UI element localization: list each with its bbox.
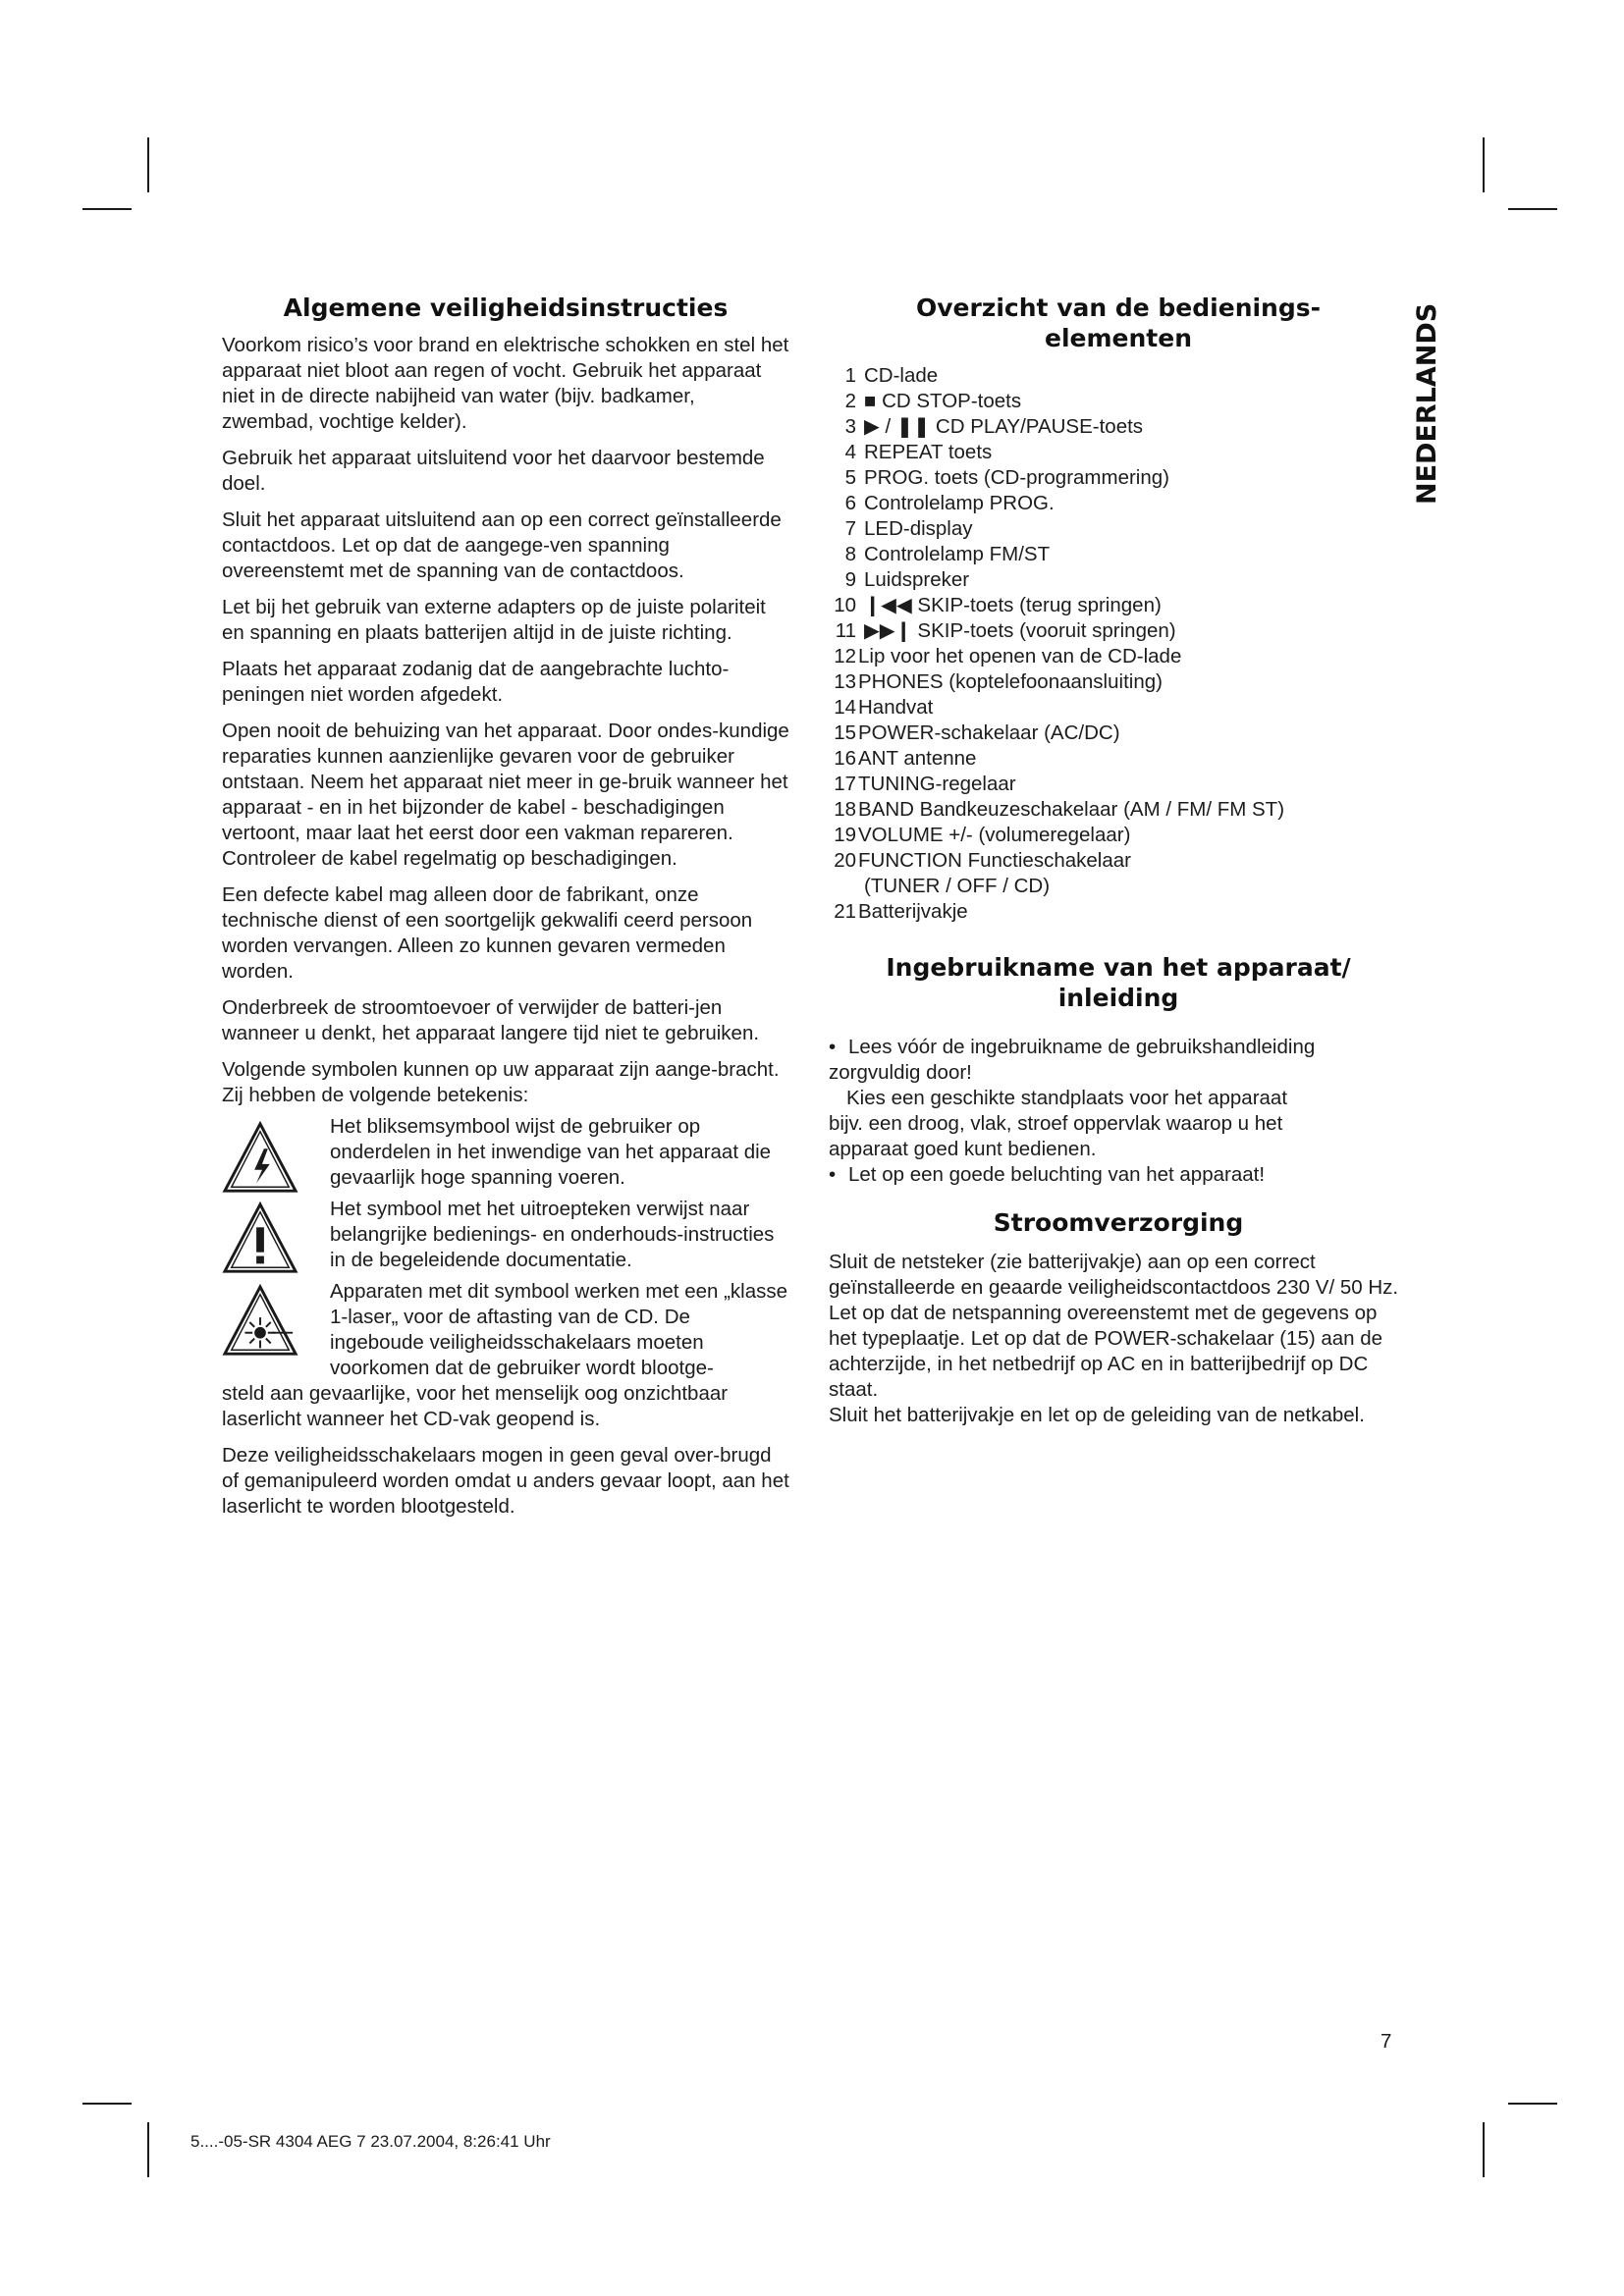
power-heading: Stroomverzorging bbox=[993, 1208, 1244, 1237]
safety-paragraph: Voorkom risico’s voor brand en elektrische schokken en stel het apparaat niet bloot aan regen of vocht. Gebruik het apparaat niet in de directe nabijheid van water (bijv. badkamer, zwembad, vochtige kelder). bbox=[222, 334, 789, 433]
startup-bullet-2: Kies een geschikte standplaats voor het apparaat bbox=[846, 1087, 1288, 1109]
list-item: 3 ▶ / ❚❚ CD PLAY/PAUSE-toets bbox=[844, 415, 1144, 438]
list-item: 20FUNCTION Functieschakelaar bbox=[834, 849, 1131, 872]
symbol-laser-text: Apparaten met dit symbool werken met een „klasse 1-laser„ voor de aftasting van de CD. De ingeboude veiligheidsschakelaars moeten voorkomen dat de gebruiker wordt blootge- bbox=[330, 1280, 788, 1379]
list-item: 12Lip voor het openen van de CD-lade bbox=[834, 645, 1182, 667]
language-sidebar bbox=[1404, 294, 1443, 510]
list-item: 6 Controlelamp PROG. bbox=[844, 492, 1055, 514]
laser-warning-icon bbox=[222, 1283, 298, 1360]
symbol-exclamation bbox=[222, 1197, 789, 1273]
list-item: 9 Luidspreker bbox=[844, 568, 970, 591]
crop-mark-top-left-horizontal bbox=[82, 208, 132, 210]
list-item: 18BAND Bandkeuzeschakelaar (AM / FM/ FM ST) bbox=[834, 798, 1285, 821]
safety-paragraph: Let bij het gebruik van externe adapters op de juiste polariteit en spanning en plaats batterijen altijd in de juiste richting. bbox=[222, 596, 766, 644]
list-item: 8 Controlelamp FM/ST bbox=[844, 543, 1051, 565]
exclamation-warning-icon bbox=[222, 1201, 298, 1277]
list-item: 10 ❙◀◀ SKIP-toets (terug springen) bbox=[834, 594, 1162, 616]
power-text: Sluit de netsteker (zie batterijvakje) aan op een correct geïnstalleerde en geaarde veiligheidscontactdoos 230 V/ 50 Hz. Let op dat de netspanning overeenstemt met de gegevens op het typeplaatje. Let op dat de POWER-schakelaar (15) aan de achterzijde, in het netbedrijf op AC en in batterijbedrijf op DC staat. bbox=[829, 1251, 1399, 1401]
safety-column bbox=[222, 293, 789, 1530]
startup-bullet-1: • Lees vóór de ingebruikname de gebruikshandleiding bbox=[829, 1036, 1316, 1058]
symbol-laser bbox=[222, 1279, 789, 1432]
print-footer: 5....-05-SR 4304 AEG 7 23.07.2004, 8:26:41 Uhr bbox=[190, 2132, 551, 2151]
startup-bullet-2-cont: bijv. een droog, vlak, stroef oppervlak waarop u het bbox=[829, 1112, 1283, 1135]
overview-heading-line2: elementen bbox=[1045, 324, 1192, 352]
safety-paragraph: Plaats het apparaat zodanig dat de aangebrachte luchto-peningen niet worden afgedekt. bbox=[222, 658, 730, 706]
startup-bullet-2-cont2: apparaat goed kunt bedienen. bbox=[829, 1138, 1097, 1160]
list-item: 2 ■ CD STOP-toets bbox=[844, 390, 1022, 412]
symbol-lightning-text: Het bliksemsymbool wijst de gebruiker op onderdelen in het inwendige van het apparaat die gevaarlijk hoge spanning voeren. bbox=[330, 1115, 772, 1189]
list-item: 13PHONES (koptelefoonaansluiting) bbox=[834, 670, 1163, 693]
list-item: 15POWER-schakelaar (AC/DC) bbox=[834, 721, 1120, 744]
crop-mark-bottom-right-horizontal bbox=[1508, 2103, 1557, 2105]
symbol-laser-text-continued: steld aan gevaarlijke, voor het menselijk oog onzichtbaar laserlicht wanneer het CD-vak geopend is. bbox=[222, 1382, 729, 1430]
list-item: 19VOLUME +/- (volumeregelaar) bbox=[834, 824, 1131, 846]
startup-bullet-3: • Let op een goede beluchting van het apparaat! bbox=[829, 1163, 1266, 1186]
list-item: 4 REPEAT toets bbox=[844, 441, 993, 463]
page-number: 7 bbox=[1380, 2030, 1392, 2053]
symbol-exclamation-text: Het symbool met het uitroepteken verwijst naar belangrijke bedienings- en onderhouds-instructies in de begeleidende documentatie. bbox=[330, 1198, 775, 1271]
crop-mark-top-left-vertical bbox=[147, 137, 149, 192]
safety-heading: Algemene veiligheidsinstructies bbox=[283, 294, 729, 322]
list-item: 14Handvat bbox=[834, 696, 934, 719]
crop-mark-bottom-left-vertical bbox=[147, 2122, 149, 2177]
startup-bullet-1-cont: zorgvuldig door! bbox=[829, 1061, 972, 1084]
list-item: (TUNER / OFF / CD) bbox=[864, 875, 1051, 897]
list-item: 16ANT antenne bbox=[834, 747, 977, 770]
controls-column bbox=[829, 293, 1408, 1439]
list-item: 5 PROG. toets (CD-programmering) bbox=[844, 466, 1169, 489]
list-item: 17TUNING-regelaar bbox=[834, 773, 1016, 795]
safety-paragraph: Onderbreek de stroomtoevoer of verwijder de batteri-jen wanneer u denkt, het apparaat langere tijd niet te gebruiken. bbox=[222, 996, 760, 1044]
safety-paragraph: Sluit het apparaat uitsluitend aan op een correct geïnstalleerde contactdoos. Let op dat de aangege-ven spanning overeenstemt met de spanning van de contactdoos. bbox=[222, 508, 782, 582]
crop-mark-top-right-horizontal bbox=[1508, 208, 1557, 210]
safety-paragraph: Open nooit de behuizing van het apparaat. Door ondes-kundige reparaties kunnen aanzienlijke gevaren voor de gebruiker ontstaan. Neem het apparaat niet meer in ge-bruik wanneer het apparaat - en in het bijzonder de kabel - beschadigingen vertoont, maar laat het eerst door een vakman repareren. Controleer de kabel regelmatig op beschadigingen. bbox=[222, 720, 789, 870]
safety-paragraph: Volgende symbolen kunnen op uw apparaat zijn aange-bracht. Zij hebben de volgende betekenis: bbox=[222, 1058, 780, 1106]
list-item: 1 CD-lade bbox=[844, 364, 939, 387]
startup-heading-line2: inleiding bbox=[1057, 984, 1179, 1012]
crop-mark-bottom-right-vertical bbox=[1483, 2122, 1485, 2177]
safety-paragraph-final: Deze veiligheidsschakelaars mogen in geen geval over-brugd of gemanipuleerd worden omdat u anders gevaar loopt, aan het laserlicht te worden blootgesteld. bbox=[222, 1444, 789, 1518]
controls-list bbox=[829, 363, 1408, 925]
startup-heading: Ingebruikname van het apparaat/ bbox=[886, 953, 1351, 982]
overview-heading: Overzicht van de bedienings- bbox=[915, 294, 1322, 322]
power-text-2: Sluit het batterijvakje en let op de geleiding van de netkabel. bbox=[829, 1404, 1365, 1426]
lightning-warning-icon bbox=[222, 1120, 298, 1197]
list-item: 21Batterijvakje bbox=[834, 900, 968, 923]
list-item: 7 LED-display bbox=[844, 517, 973, 540]
safety-paragraph: Gebruik het apparaat uitsluitend voor het daarvoor bestemde doel. bbox=[222, 447, 765, 495]
symbol-lightning bbox=[222, 1114, 789, 1191]
crop-mark-top-right-vertical bbox=[1483, 137, 1485, 192]
list-item: 11 ▶▶❙ SKIP-toets (vooruit springen) bbox=[835, 619, 1176, 642]
language-label: NEDERLANDS bbox=[1412, 302, 1442, 505]
crop-mark-bottom-left-horizontal bbox=[82, 2103, 132, 2105]
safety-paragraph: Een defecte kabel mag alleen door de fabrikant, onze technische dienst of een soortgelijk gekwalifi ceerd persoon worden vervangen. Alleen zo kunnen gevaren vermeden worden. bbox=[222, 883, 753, 983]
